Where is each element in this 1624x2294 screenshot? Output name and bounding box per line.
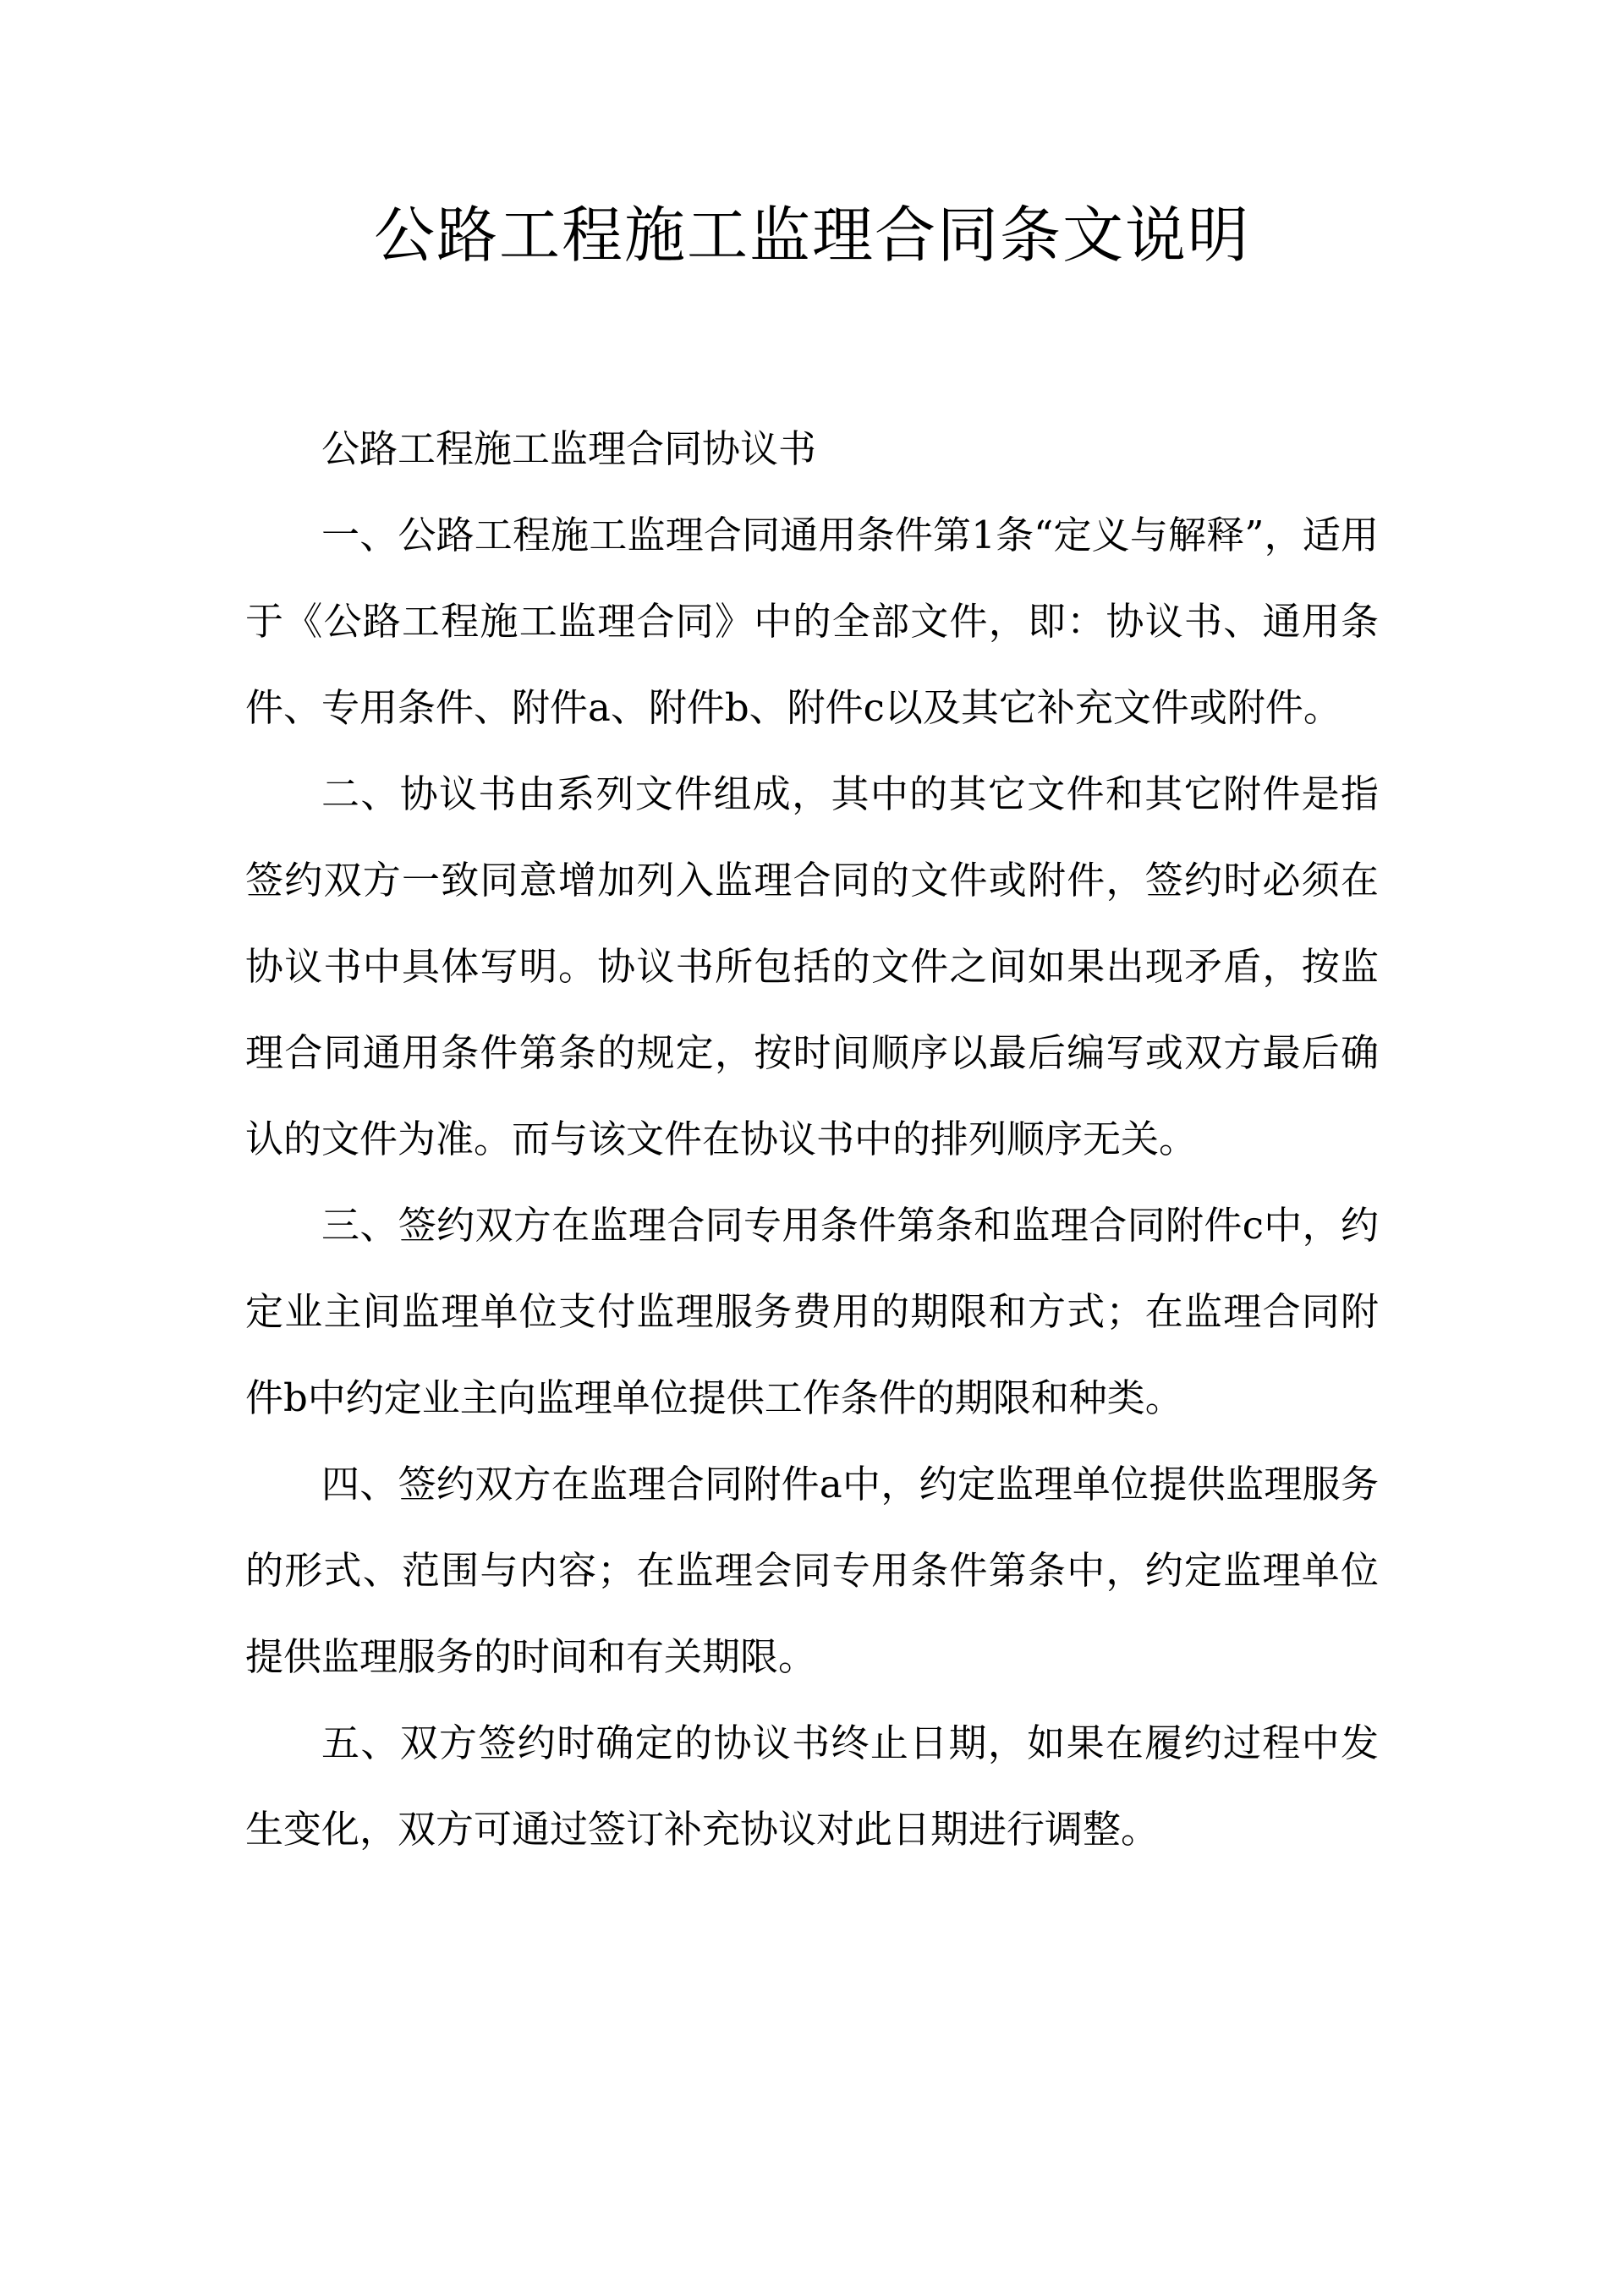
paragraph-clause-5: 五、双方签约时确定的协议书终止日期，如果在履约过程中发生变化，双方可通过签订补充协议对此日期进行调整。 — [245, 1720, 1379, 1852]
document-title: 公路工程施工监理合同条文说明 — [373, 200, 1250, 271]
paragraph-clause-3: 三、签约双方在监理合同专用条件第条和监理合同附件c中，约定业主间监理单位支付监理服务费用的期限和方式；在监理合同附件b中约定业主向监理单位提供工作条件的期限和种类。 — [245, 1203, 1379, 1420]
paragraph-clause-1: 一、公路工程施工监理合同通用条件第1条“定义与解释”，适用于《公路工程施工监理合同》中的全部文件，即：协议书、通用条件、专用条件、附件a、附件b、附件c以及其它补充文件或附件。 — [245, 513, 1379, 730]
paragraph-clause-4: 四、签约双方在监理合同附件a中，约定监理单位提供监理服务的形式、范围与内容；在监理会同专用条件第条中，约定监理单位提供监理服务的时间和有关期限。 — [245, 1462, 1379, 1679]
document-body — [245, 406, 1379, 1873]
paragraph-heading: 公路工程施工监理合同协议书 — [321, 426, 817, 471]
paragraph-clause-2: 二、协议书由系列文件组成，其中的其它文件和其它附件是指签约双方一致同意增加列入监理合同的文件或附件，签约时必须在协议书中具体写明。协议书所包括的文件之间如果出现矛盾，按监理合同通用条件第条的规定，按时间顺序以最后编写或双方最后确认的文件为准。而与该文件在协议书中的排列顺序无关。 — [245, 771, 1379, 1161]
